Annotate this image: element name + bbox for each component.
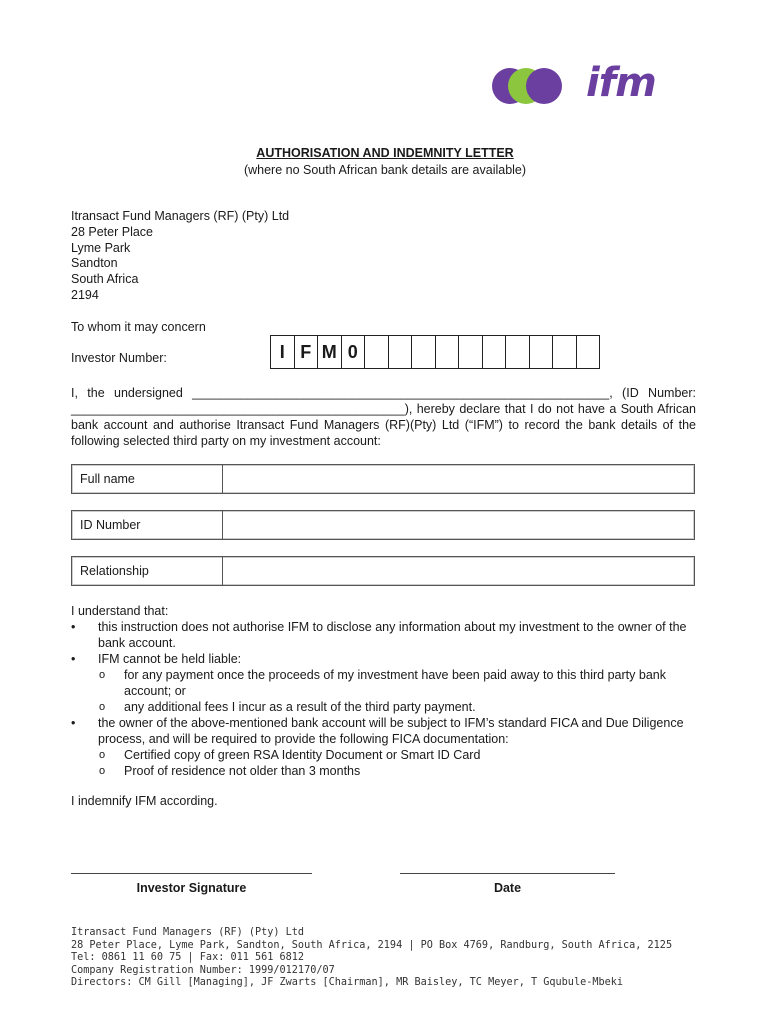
footer-line: Directors: CM Gill [Managing], JF Zwarts [Chairman], MR Baisley, TC Meyer, T Gqubule-Mbeki <box>71 977 624 989</box>
sub-bullet-icon: o <box>99 701 106 713</box>
salutation: To whom it may concern <box>71 320 206 334</box>
investor-number-input-box[interactable] <box>365 336 389 368</box>
address-line: 28 Peter Place <box>71 224 153 239</box>
relationship-input[interactable] <box>223 557 694 585</box>
sub-bullet-icon: o <box>99 749 106 761</box>
list-item-text: for any payment once the proceeds of my investment have been paid away to this third party bank account; or <box>124 668 666 698</box>
list-item <box>71 619 696 651</box>
relationship-label: Relationship <box>72 557 223 585</box>
list-item-text: any additional fees I incur as a result of the third party payment. <box>124 700 476 714</box>
bullet-icon: • <box>71 620 76 634</box>
full-name-label: Full name <box>72 465 223 493</box>
list-item-text: Proof of residence not older than 3 months <box>124 764 361 778</box>
investor-number-input-box[interactable] <box>436 336 460 368</box>
list-item-text: IFM cannot be held liable: <box>98 652 242 666</box>
bullet-icon: • <box>71 652 76 666</box>
investor-number-input-box[interactable] <box>506 336 530 368</box>
full-name-input[interactable] <box>223 465 694 493</box>
list-item-text: the owner of the above-mentioned bank account will be subject to IFM’s standard FICA and Due Diligence process, and will be required to provide the following FICA documentation: <box>98 716 684 746</box>
investor-number-input-box[interactable] <box>577 336 601 368</box>
page-subtitle: (where no South African bank details are available) <box>243 163 527 177</box>
footer-line: Tel: 0861 11 60 75 | Fax: 011 561 6812 <box>71 952 305 964</box>
investor-number-boxes <box>270 335 600 369</box>
relationship-field <box>71 556 695 586</box>
list-item-text: Certified copy of green RSA Identity Document or Smart ID Card <box>124 748 481 762</box>
investor-number-input-box[interactable] <box>459 336 483 368</box>
page-title: AUTHORISATION AND INDEMNITY LETTER <box>256 146 514 160</box>
investor-number-input-box[interactable] <box>553 336 577 368</box>
list-item-text: this instruction does not authorise IFM to disclose any information about my investment to the owner of the bank account. <box>98 620 687 650</box>
investor-number-box: F <box>295 336 319 368</box>
address-line: South Africa <box>71 272 139 287</box>
investor-number-input-box[interactable] <box>389 336 413 368</box>
sub-list-item <box>71 747 696 763</box>
sub-bullet-icon: o <box>99 765 106 777</box>
id-number-field <box>71 510 695 540</box>
investor-number-label: Investor Number: <box>71 351 167 365</box>
investor-signature-label: Investor Signature <box>136 881 247 895</box>
address-line: 2194 <box>71 287 99 302</box>
date-label: Date <box>493 881 522 895</box>
investor-number-box: I <box>271 336 295 368</box>
sub-list-item <box>71 763 696 779</box>
footer-line: 28 Peter Place, Lyme Park, Sandton, South Africa, 2194 | PO Box 4769, Randburg, South Africa, 2125 <box>71 939 673 951</box>
address-line: Sandton <box>71 256 118 271</box>
address-line: Lyme Park <box>71 240 131 255</box>
id-number-label: ID Number <box>72 511 223 539</box>
address-line: Itransact Fund Managers (RF) (Pty) Ltd <box>71 209 290 223</box>
list-item <box>71 651 696 667</box>
declaration-paragraph <box>71 385 696 449</box>
footer-line: Company Registration Number: 1999/012170/07 <box>71 964 335 976</box>
investor-number-box: M <box>318 336 342 368</box>
id-number-input[interactable] <box>223 511 694 539</box>
investor-number-input-box[interactable] <box>483 336 507 368</box>
footer-line: Itransact Fund Managers (RF) (Pty) Ltd <box>71 927 305 938</box>
list-item <box>71 715 696 747</box>
logo-circle-purple-right <box>526 68 562 104</box>
indemnify-statement: I indemnify IFM according. <box>71 794 218 808</box>
bullet-icon: • <box>71 716 76 730</box>
investor-signature-line[interactable] <box>71 873 312 874</box>
company-address <box>71 209 289 304</box>
understanding-list <box>71 603 696 779</box>
sub-bullet-icon: o <box>99 669 106 681</box>
investor-number-input-box[interactable] <box>530 336 554 368</box>
full-name-field <box>71 464 695 494</box>
understand-intro: I understand that: <box>71 604 169 618</box>
date-line[interactable] <box>400 873 615 874</box>
declaration-text: I, the undersigned ____________________________________________________________, (ID Number: ________________________________________________), hereby declare that I do not have a South African bank account and authorise Itransact Fund Managers (RF)(Pty) Ltd (“IFM”) to record the bank details of the following selected third party on my investment account: <box>71 386 696 448</box>
sub-list-item <box>71 699 696 715</box>
investor-number-input-box[interactable] <box>412 336 436 368</box>
company-footer <box>71 927 672 990</box>
sub-list-item <box>71 667 696 699</box>
ifm-logo <box>490 60 660 108</box>
logo-text: ifm <box>586 60 656 106</box>
investor-number-box: 0 <box>342 336 366 368</box>
